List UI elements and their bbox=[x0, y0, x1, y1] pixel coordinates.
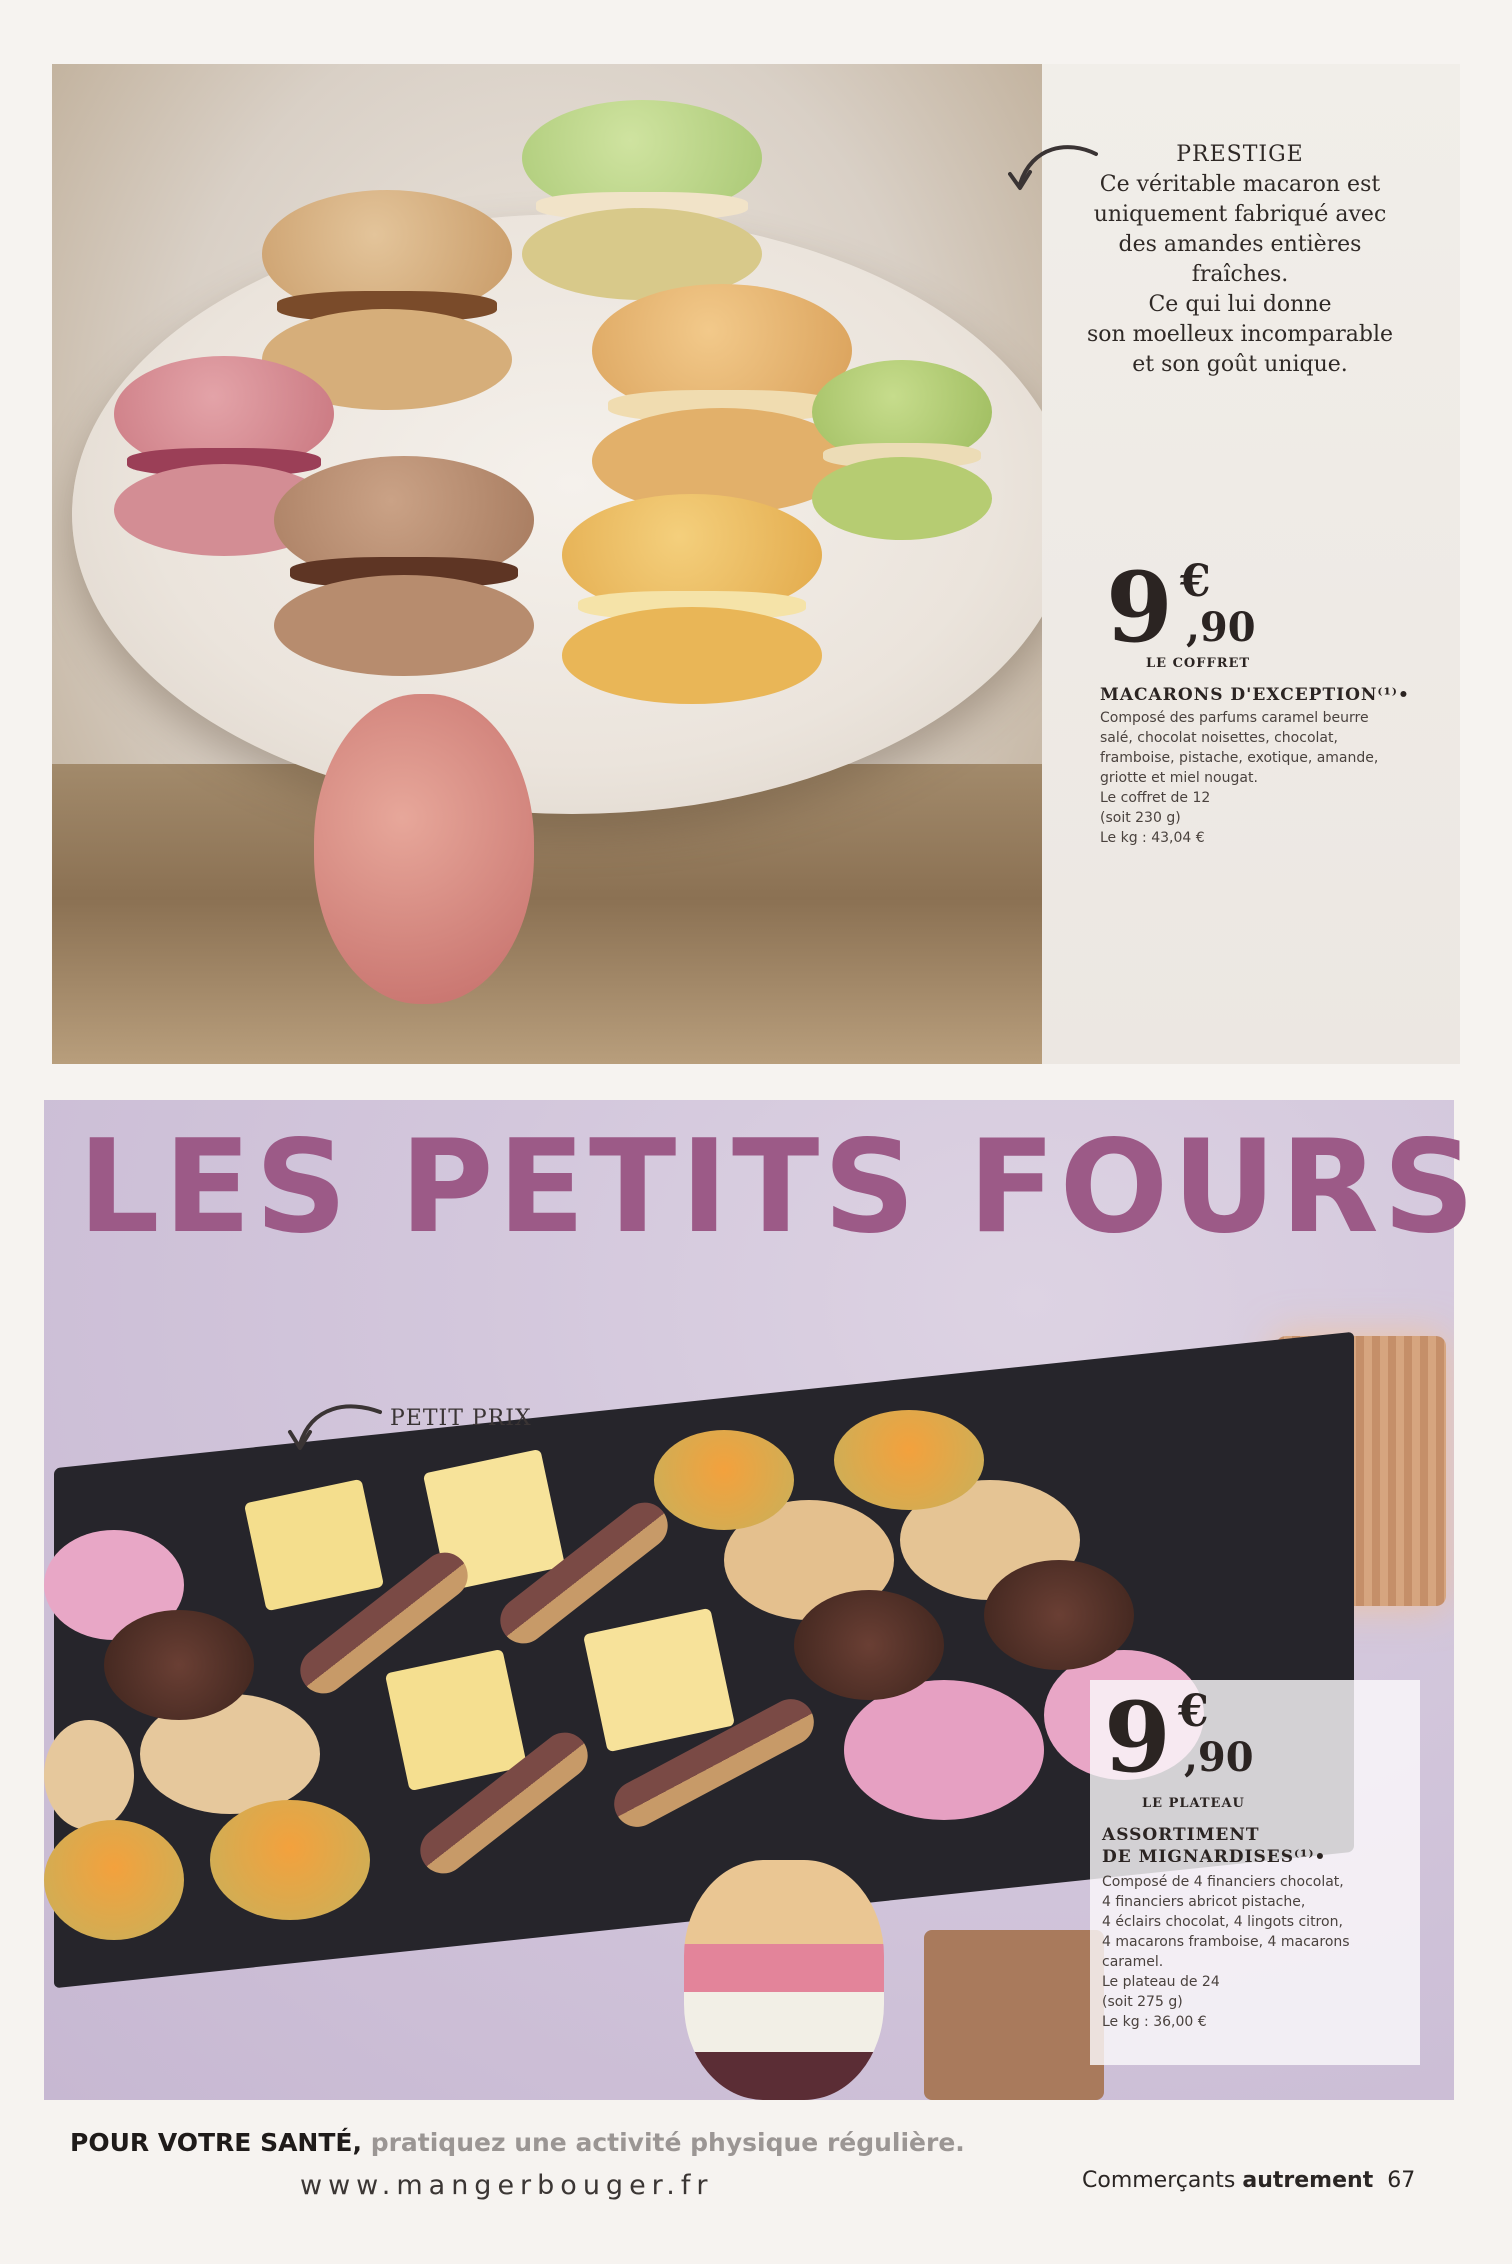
chocolate-cube bbox=[924, 1930, 1104, 2100]
health-notice-bold: POUR VOTRE SANTÉ, bbox=[70, 2128, 362, 2157]
apricot-financier bbox=[834, 1410, 984, 1510]
desc-line: Le plateau de 24 bbox=[1102, 1974, 1220, 1990]
macaron-stack bbox=[684, 1860, 884, 2100]
desc-line: (soit 275 g) bbox=[1102, 1994, 1183, 2010]
price-mignardises bbox=[1104, 1681, 1264, 1794]
desc-line: griotte et miel nougat. bbox=[1100, 770, 1258, 786]
product-title bbox=[1102, 1824, 1326, 1868]
prestige-line: des amandes entières bbox=[1118, 232, 1362, 257]
brand-prefix: Commerçants bbox=[1082, 2168, 1243, 2193]
chocolate-financier bbox=[794, 1590, 944, 1700]
macaron-almond bbox=[592, 284, 852, 514]
macaron-pistachio bbox=[522, 100, 762, 300]
petit-prix-callout: PETIT PRIX bbox=[390, 1406, 532, 1431]
prestige-callout bbox=[1060, 140, 1420, 380]
desc-line: caramel. bbox=[1102, 1954, 1164, 1970]
desc-line: 4 éclairs chocolat, 4 lingots citron, bbox=[1102, 1914, 1343, 1930]
curved-arrow-icon bbox=[286, 1398, 382, 1458]
prestige-line: uniquement fabriqué avec bbox=[1093, 202, 1387, 227]
price-integer: 9 bbox=[1106, 551, 1173, 664]
desc-line: salé, chocolat noisettes, chocolat, bbox=[1100, 730, 1338, 746]
chocolate-financier bbox=[104, 1610, 254, 1720]
product-title: MACARONS D'EXCEPTION⁽¹⁾• bbox=[1100, 685, 1410, 705]
macaron-caramel bbox=[44, 1720, 134, 1830]
desc-line: framboise, pistache, exotique, amande, bbox=[1100, 750, 1379, 766]
chocolate-financier bbox=[984, 1560, 1134, 1670]
health-notice bbox=[70, 2128, 965, 2157]
prestige-line: Ce qui lui donne bbox=[1148, 292, 1332, 317]
prestige-line: Ce véritable macaron est bbox=[1099, 172, 1381, 197]
price-currency: € bbox=[1178, 1686, 1209, 1737]
prestige-line: et son goût unique. bbox=[1132, 352, 1348, 377]
product-description bbox=[1100, 708, 1450, 848]
macaron-exotic bbox=[562, 494, 822, 704]
section-title: LES PETITS FOURS bbox=[78, 1113, 1479, 1262]
price-currency: € bbox=[1180, 556, 1211, 607]
price-decimals: ,90 bbox=[1186, 604, 1256, 651]
desc-line: Le kg : 43,04 € bbox=[1100, 830, 1205, 846]
desc-line: (soit 230 g) bbox=[1100, 810, 1181, 826]
health-notice-light: pratiquez une activité physique régulière. bbox=[361, 2128, 965, 2157]
product-title-line: DE MIGNARDISES⁽¹⁾• bbox=[1102, 1847, 1327, 1867]
product-description bbox=[1102, 1872, 1422, 2032]
brand-bold: autrement bbox=[1242, 2168, 1374, 2193]
product-title-line: ASSORTIMENT bbox=[1102, 1825, 1260, 1845]
price-integer: 9 bbox=[1104, 1681, 1171, 1794]
desc-line: Le kg : 36,00 € bbox=[1102, 2014, 1207, 2030]
desc-line: Composé des parfums caramel beurre bbox=[1100, 710, 1369, 726]
price-unit: LE PLATEAU bbox=[1142, 1796, 1245, 1811]
apricot-financier bbox=[210, 1800, 370, 1920]
page-footer-brand bbox=[1082, 2168, 1415, 2193]
price-unit: LE COFFRET bbox=[1146, 656, 1251, 671]
page-number: 67 bbox=[1387, 2168, 1416, 2193]
prestige-heading: PRESTIGE bbox=[1176, 142, 1304, 167]
macaron-raspberry bbox=[844, 1680, 1044, 1820]
price-decimals: ,90 bbox=[1184, 1734, 1254, 1781]
desc-line: Le coffret de 12 bbox=[1100, 790, 1211, 806]
lemon-bar bbox=[385, 1649, 527, 1791]
apricot-financier bbox=[654, 1430, 794, 1530]
macarons-photo bbox=[52, 64, 1042, 1064]
mangerbouger-link[interactable]: www.mangerbouger.fr bbox=[300, 2170, 714, 2201]
apricot-financier bbox=[44, 1820, 184, 1940]
macaron-pistachio-2 bbox=[812, 360, 992, 540]
desc-line: Composé de 4 financiers chocolat, bbox=[1102, 1874, 1344, 1890]
desc-line: 4 macarons framboise, 4 macarons bbox=[1102, 1934, 1350, 1950]
macaron-griotte bbox=[314, 694, 534, 1004]
macaron-chocolate bbox=[274, 456, 534, 676]
prestige-line: son moelleux incomparable bbox=[1086, 322, 1394, 347]
desc-line: 4 financiers abricot pistache, bbox=[1102, 1894, 1306, 1910]
prestige-line: fraîches. bbox=[1191, 262, 1289, 287]
